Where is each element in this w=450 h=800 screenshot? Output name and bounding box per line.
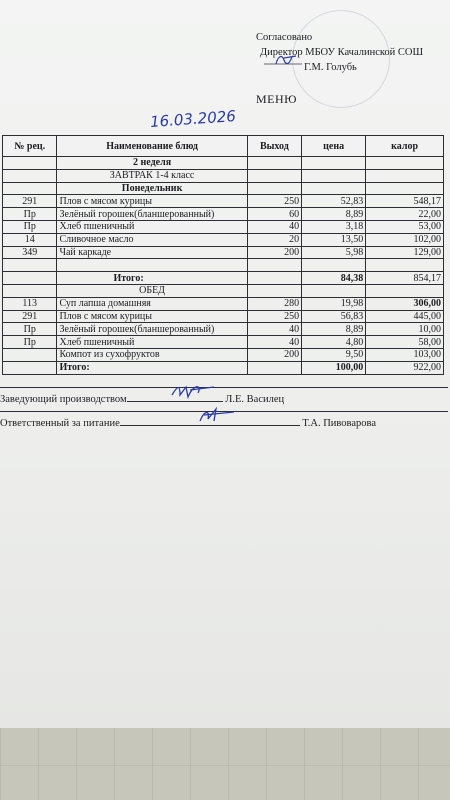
empty-cell	[3, 272, 57, 285]
recipe-code	[3, 348, 57, 361]
header-price: цена	[302, 136, 366, 157]
recipe-code: Пр	[3, 220, 57, 233]
dish-output: 40	[247, 323, 301, 336]
responsible-signature-row	[0, 415, 376, 429]
lunch-total-row	[3, 361, 444, 374]
head-name: Л.Е. Василец	[225, 394, 285, 405]
empty-cell	[3, 182, 57, 195]
day-label: Понедельник	[57, 182, 247, 195]
dish-price: 19,98	[302, 297, 366, 310]
dish-name: Хлеб пшеничный	[57, 336, 247, 349]
breakfast-title: ЗАВТРАК 1-4 класс	[57, 169, 247, 182]
day-row	[3, 182, 444, 195]
recipe-code: Пр	[3, 336, 57, 349]
dish-calories: 22,00	[366, 208, 444, 221]
dish-name: Плов с мясом курицы	[57, 195, 247, 208]
dish-name: Чай каркаде	[57, 246, 247, 259]
floor-background	[0, 728, 450, 800]
dish-name: Суп лапша домашняя	[57, 297, 247, 310]
empty-cell	[366, 169, 444, 182]
breakfast-title-row	[3, 169, 444, 182]
breakfast-total-price: 84,38	[302, 272, 366, 285]
table-row	[3, 208, 444, 221]
dish-output: 40	[247, 336, 301, 349]
empty-cell	[247, 182, 301, 195]
dish-price: 8,89	[302, 323, 366, 336]
responsible-signature-icon	[194, 405, 240, 427]
dish-name: Сливочное масло	[57, 233, 247, 246]
dish-calories: 53,00	[366, 220, 444, 233]
empty-cell	[247, 361, 301, 374]
dish-output: 20	[247, 233, 301, 246]
empty-cell	[247, 284, 301, 297]
empty-cell	[247, 157, 301, 170]
recipe-code: 349	[3, 246, 57, 259]
dish-output: 60	[247, 208, 301, 221]
empty-cell	[3, 259, 57, 272]
approval-line-3: Г.М. Голубь	[304, 62, 357, 73]
empty-cell	[302, 182, 366, 195]
table-row	[3, 297, 444, 310]
empty-cell	[57, 259, 247, 272]
dish-price: 9,50	[302, 348, 366, 361]
empty-cell	[3, 169, 57, 182]
empty-cell	[302, 284, 366, 297]
dish-price: 56,83	[302, 310, 366, 323]
lunch-title-row	[3, 284, 444, 297]
recipe-code: 291	[3, 195, 57, 208]
director-signature-icon	[262, 52, 306, 68]
dish-name: Компот из сухофруктов	[57, 348, 247, 361]
table-row	[3, 336, 444, 349]
week-label: 2 неделя	[57, 157, 247, 170]
empty-cell	[247, 169, 301, 182]
dish-price: 52,83	[302, 195, 366, 208]
head-signature-icon	[168, 381, 218, 403]
divider	[0, 387, 448, 388]
header-code: № рец.	[3, 136, 57, 157]
table-row	[3, 246, 444, 259]
breakfast-total-label: Итого:	[57, 272, 247, 285]
dish-name: Зелёный горошек(бланшерованный)	[57, 208, 247, 221]
week-row	[3, 157, 444, 170]
dish-output: 280	[247, 297, 301, 310]
dish-calories: 306,00	[366, 297, 444, 310]
empty-cell	[366, 259, 444, 272]
menu-table	[2, 135, 444, 375]
recipe-code: 14	[3, 233, 57, 246]
dish-calories: 102,00	[366, 233, 444, 246]
table-row	[3, 220, 444, 233]
empty-cell	[3, 157, 57, 170]
dish-calories: 129,00	[366, 246, 444, 259]
responsible-name: Т.А. Пивоварова	[302, 418, 376, 429]
lunch-title: ОБЕД	[57, 284, 247, 297]
dish-price: 8,89	[302, 208, 366, 221]
dish-calories: 445,00	[366, 310, 444, 323]
table-row	[3, 195, 444, 208]
empty-cell	[3, 361, 57, 374]
dish-name: Зелёный горошек(бланшерованный)	[57, 323, 247, 336]
head-signature-row	[0, 391, 284, 405]
recipe-code: Пр	[3, 323, 57, 336]
table-row	[3, 323, 444, 336]
dish-output: 40	[247, 220, 301, 233]
recipe-code: 291	[3, 310, 57, 323]
dish-calories: 548,17	[366, 195, 444, 208]
breakfast-total-calories: 854,17	[366, 272, 444, 285]
table-header-row	[3, 136, 444, 157]
empty-cell	[247, 272, 301, 285]
empty-cell	[302, 259, 366, 272]
dish-output: 250	[247, 310, 301, 323]
dish-output: 200	[247, 246, 301, 259]
table-row	[3, 233, 444, 246]
head-label: Заведующий производством	[0, 394, 127, 405]
recipe-code: Пр	[3, 208, 57, 221]
empty-cell	[247, 259, 301, 272]
empty-cell	[302, 169, 366, 182]
handwritten-date: 16.03.2026	[149, 107, 237, 131]
table-row	[3, 348, 444, 361]
dish-output: 250	[247, 195, 301, 208]
header-calories: калор	[366, 136, 444, 157]
header-output: Выход	[247, 136, 301, 157]
page-title: МЕНЮ	[256, 92, 297, 106]
empty-cell	[366, 284, 444, 297]
recipe-code: 113	[3, 297, 57, 310]
empty-cell	[366, 182, 444, 195]
empty-cell	[3, 284, 57, 297]
dish-price: 3,18	[302, 220, 366, 233]
dish-price: 5,98	[302, 246, 366, 259]
blank-row	[3, 259, 444, 272]
dish-calories: 10,00	[366, 323, 444, 336]
dish-name: Плов с мясом курицы	[57, 310, 247, 323]
approval-line-2: Директор МБОУ Качалинской СОШ	[260, 47, 424, 58]
empty-cell	[366, 157, 444, 170]
breakfast-total-row	[3, 272, 444, 285]
header-name: Наименование блюд	[57, 136, 247, 157]
dish-calories: 58,00	[366, 336, 444, 349]
dish-price: 13,50	[302, 233, 366, 246]
table-row	[3, 310, 444, 323]
dish-output: 200	[247, 348, 301, 361]
lunch-total-label: Итого:	[57, 361, 247, 374]
empty-cell	[302, 157, 366, 170]
responsible-label: Ответственный за питание	[0, 418, 120, 429]
dish-price: 4,80	[302, 336, 366, 349]
dish-calories: 103,00	[366, 348, 444, 361]
lunch-total-price: 100,00	[302, 361, 366, 374]
lunch-total-calories: 922,00	[366, 361, 444, 374]
dish-name: Хлеб пшеничный	[57, 220, 247, 233]
approval-line-1: Согласовано	[256, 32, 313, 43]
